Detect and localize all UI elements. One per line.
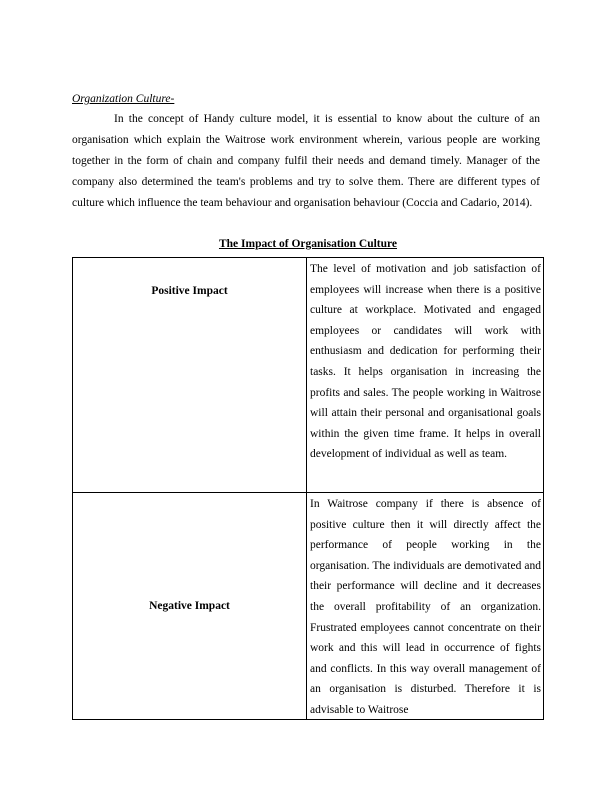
intro-paragraph: In the concept of Handy culture model, it is essential to know about the culture of an organisation which explain the Waitrose work environment wherein, various people are working together in the form of chain and company fulfil their needs and demand timely. Manager of the company also determined the team's problems and try to solve them. There are different types of culture which influence the team behaviour and organisation behaviour (Coccia and Cadario, 2014). (72, 113, 540, 209)
table-title (72, 236, 544, 252)
impact-table (72, 257, 544, 720)
positive-impact-label: Positive Impact (151, 285, 228, 297)
negative-impact-text: In Waitrose company if there is absence of positive culture then it will directly affect the performance of people working in the organisation. The individuals are demotivated and their performance will decline and it decreases the overall profitability of an organization. Frustrated employees cannot concentrate on their work and this will lead in occurrence of fights and conflicts. In this way overall management of an organisation is disturbed. Therefore it is advisable to Waitrose (310, 498, 541, 716)
negative-label-cell (73, 493, 307, 720)
positive-text-cell (307, 258, 544, 493)
table-row-negative (73, 493, 544, 720)
table-row-positive (73, 258, 544, 493)
negative-impact-label: Negative Impact (149, 600, 230, 612)
section-heading: Organization Culture- (72, 93, 175, 105)
table-title-text: The Impact of Organisation Culture (218, 238, 398, 250)
negative-text-cell (307, 493, 544, 720)
positive-label-cell (73, 258, 307, 493)
positive-impact-text: The level of motivation and job satisfaction of employees will increase when there is a positive culture at workplace. Motivated and engaged employees or candidates will work with enthusiasm and dedication for performing their tasks. It helps organisation in increasing the profits and sales. The people working in Waitrose will attain their personal and organisational goals within the given time frame. It helps in overall development of individual as well as team. (310, 263, 541, 461)
